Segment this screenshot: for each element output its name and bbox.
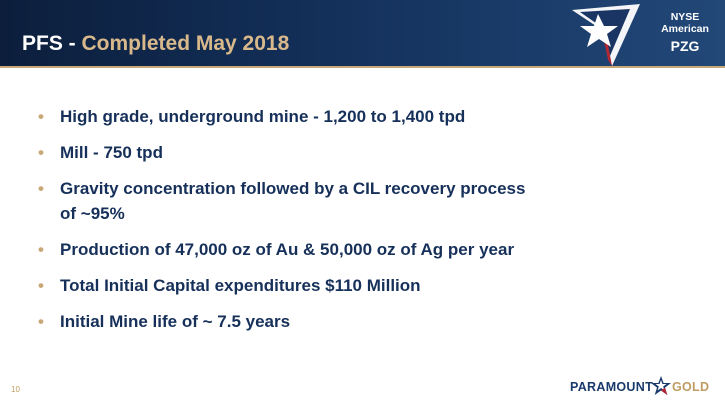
bullet-text: Production of 47,000 oz of Au & 50,000 oz of Ag per year [60,240,515,259]
bullet-dot-icon: • [38,240,44,259]
bullet-dot-icon: • [38,276,44,295]
company-logo [570,375,720,397]
bullet-item [38,237,678,262]
bullet-dot-icon: • [38,107,44,126]
title-accent: Completed May 2018 [81,32,290,55]
star-logo-icon [568,0,648,66]
bullet-dot-icon: • [38,143,44,162]
slide-title [22,32,289,56]
bullet-item [38,273,678,298]
ticker-symbol: PZG [670,37,700,54]
title-main: PFS - [22,32,82,55]
bullet-text: Initial Mine life of ~ 7.5 years [60,312,291,331]
bullet-item [38,140,678,165]
bullet-dot-icon: • [38,179,44,198]
bullet-text: Mill - 750 tpd [60,143,163,162]
ticker-market: American [661,22,709,35]
bullet-text: Total Initial Capital expenditures $110 Million [60,276,421,295]
bullet-item [38,176,678,226]
ticker-exchange: NYSE [670,11,700,23]
ticker-label [650,12,720,54]
logo-word-paramount: PARAMOUNT [570,380,654,394]
bullet-text-continued: of ~95% [60,204,125,223]
logo-star-icon [650,375,672,397]
bullet-item [38,309,678,334]
bullet-text: High grade, underground mine - 1,200 to 1,400 tpd [60,107,466,126]
logo-word-gold: GOLD [672,380,710,394]
page-number: 10 [11,385,20,394]
bullet-item [38,104,678,129]
header-rule [0,66,725,68]
bullet-dot-icon: • [38,312,44,331]
bullet-list [38,104,678,345]
bullet-text: Gravity concentration followed by a CIL recovery process [60,179,526,198]
